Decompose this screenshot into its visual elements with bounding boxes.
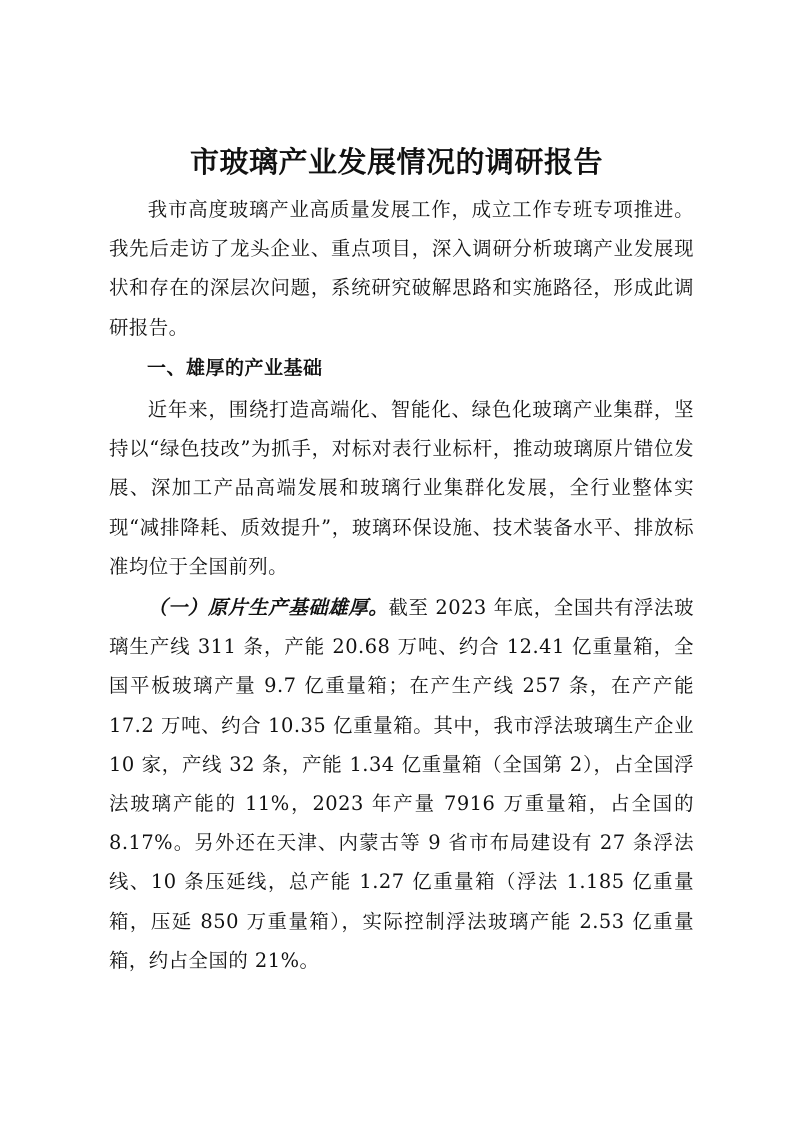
subsection-text: 截至 2023 年底，全国共有浮法玻璃生产线 311 条，产能 20.68 万吨、约合 12.41 亿重量箱，全国平板玻璃产量 9.7 亿重量箱；在产生产线 257 条，在产产能 17.2 万吨、约合 10.35 亿重量箱。其中，我市浮法玻璃生产企业 10 家，产线 32 条，产能 1.34 亿重量箱（全国第 2），占全国浮法玻璃产能的 11%，2023 年产量 7916 万重量箱，占全国的 8.17%。另外还在天津、内蒙古等 9 省市布局建设有 27 条浮法线、10 条压延线，总产能 1.27 亿重量箱（浮法 1.185 亿重量箱，压延 850 万重量箱），实际控制浮法玻璃产能 2.53 亿重量箱，约占全国的 21%。 [109,596,694,972]
section-heading: 一、雄厚的产业基础 [147,356,323,379]
subsection-lead: （一）原片生产基础雄厚。 [147,596,389,620]
document-body [109,190,694,980]
subsection-paragraph [109,588,694,980]
document-title: 市玻璃产业发展情况的调研报告 [189,145,603,179]
intro-paragraph: 我市高度玻璃产业高质量发展工作，成立工作专班专项推进。我先后走访了龙头企业、重点项目，深入调研分析玻璃产业发展现状和存在的深层次问题，系统研究破解思路和实施路径，形成此调研报告。 [109,198,694,339]
section-paragraph: 近年来，围绕打造高端化、智能化、绿色化玻璃产业集群，坚持以“绿色技改”为抓手，对标对表行业标杆，推动玻璃原片错位发展、深加工产品高端发展和玻璃行业集群化发展，全行业整体实现“减排降耗、质效提升”，玻璃环保设施、技术装备水平、排放标准均位于全国前列。 [109,398,694,578]
